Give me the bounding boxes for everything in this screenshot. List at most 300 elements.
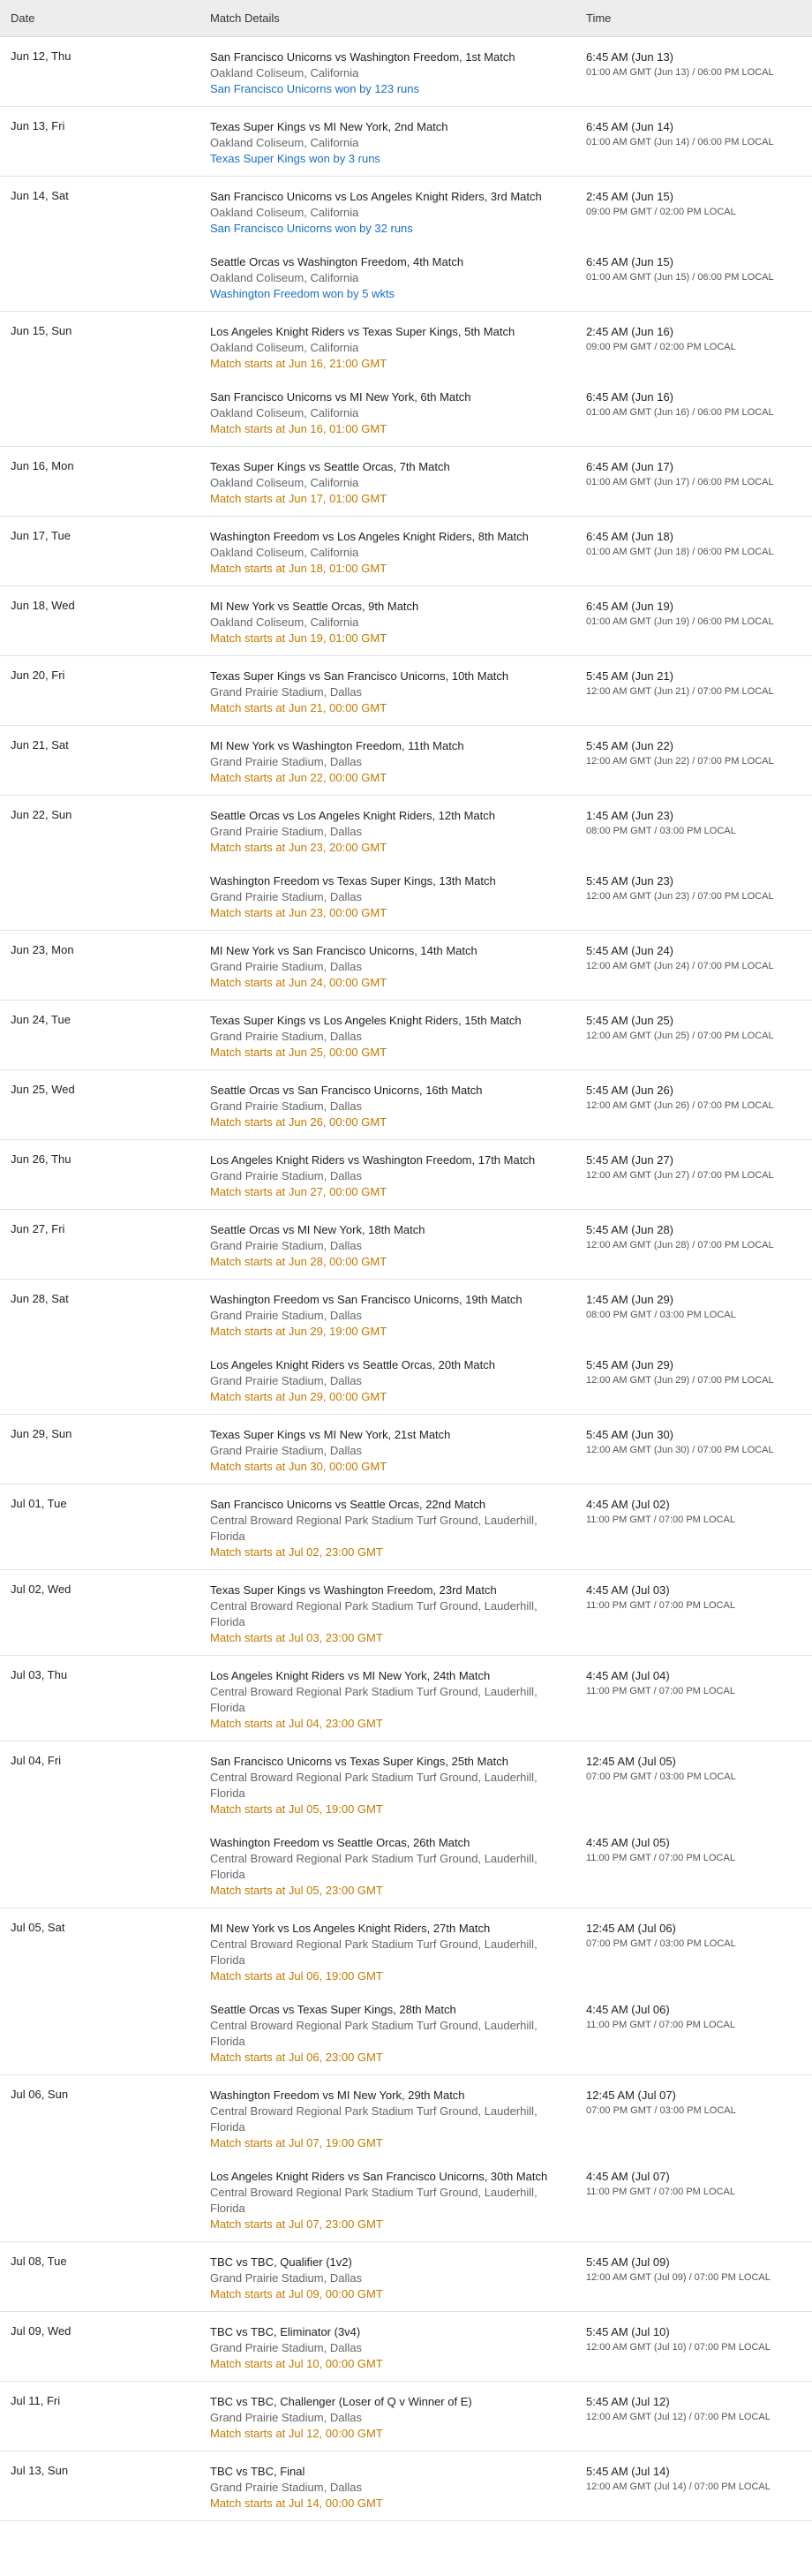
match-entry [199, 599, 812, 646]
match-time [576, 1083, 812, 1130]
match-date: Jul 08, Tue [11, 2255, 67, 2268]
match-time-main: 5:45 AM (Jul 09) [586, 2255, 670, 2269]
day-matches [199, 1152, 812, 1200]
match-details [199, 1292, 576, 1340]
match-entry [199, 2464, 812, 2512]
match-venue: Grand Prairie Stadium, Dallas [210, 890, 362, 903]
match-time [576, 1292, 812, 1340]
match-date: Jun 27, Fri [11, 1222, 65, 1235]
match-entry [199, 2002, 812, 2066]
match-details [199, 389, 576, 437]
match-title-link[interactable]: MI New York vs Washington Freedom, 11th Match [210, 739, 464, 752]
match-venue: Central Broward Regional Park Stadium Turf Ground, Lauderhill, Florida [210, 1514, 538, 1543]
match-venue: Oakland Coliseum, California [210, 406, 359, 419]
day-matches [199, 808, 812, 921]
match-details [199, 2088, 576, 2151]
match-start-status: Match starts at Jun 24, 00:00 GMT [210, 976, 387, 989]
match-time [576, 324, 812, 372]
match-time-gmt-local: 09:00 PM GMT / 02:00 PM LOCAL [586, 342, 736, 352]
match-title-link[interactable]: Washington Freedom vs MI New York, 29th Match [210, 2089, 465, 2102]
match-start-status: Match starts at Jul 06, 19:00 GMT [210, 1969, 383, 1983]
match-title-link[interactable]: Seattle Orcas vs San Francisco Unicorns, 16th Match [210, 1084, 483, 1097]
match-entry [199, 2088, 812, 2151]
match-start-status: Match starts at Jul 09, 00:00 GMT [210, 2287, 383, 2300]
match-time-gmt-local: 01:00 AM GMT (Jun 17) / 06:00 PM LOCAL [586, 477, 774, 487]
match-time-main: 6:45 AM (Jun 16) [586, 390, 673, 404]
match-entry [199, 119, 812, 167]
day-matches [199, 189, 812, 302]
table-row [0, 2242, 812, 2312]
table-header [0, 0, 812, 37]
match-title-link[interactable]: Los Angeles Knight Riders vs MI New York, 24th Match [210, 1669, 491, 1682]
match-time-main: 12:45 AM (Jul 06) [586, 1922, 676, 1935]
match-result-link[interactable]: Texas Super Kings won by 3 runs [210, 152, 380, 165]
match-time-gmt-local: 07:00 PM GMT / 03:00 PM LOCAL [586, 2105, 736, 2116]
match-time-main: 5:45 AM (Jun 22) [586, 739, 673, 752]
match-start-status: Match starts at Jun 23, 20:00 GMT [210, 841, 387, 854]
match-start-status: Match starts at Jul 05, 23:00 GMT [210, 1884, 383, 1897]
match-date: Jun 29, Sun [11, 1427, 72, 1440]
match-details [199, 459, 576, 507]
match-title-link[interactable]: Texas Super Kings vs Seattle Orcas, 7th Match [210, 460, 450, 473]
match-time-main: 6:45 AM (Jun 13) [586, 50, 673, 64]
match-time-gmt-local: 12:00 AM GMT (Jun 25) / 07:00 PM LOCAL [586, 1031, 774, 1041]
match-entry [199, 669, 812, 716]
day-matches [199, 599, 812, 646]
match-start-status: Match starts at Jul 07, 23:00 GMT [210, 2217, 383, 2231]
match-title-link[interactable]: Texas Super Kings vs San Francisco Unicorns, 10th Match [210, 669, 509, 683]
match-start-status: Match starts at Jun 26, 00:00 GMT [210, 1115, 387, 1129]
match-time [576, 1497, 812, 1560]
match-date: Jun 12, Thu [11, 49, 71, 63]
match-details [199, 2464, 576, 2512]
match-time-main: 6:45 AM (Jun 15) [586, 255, 673, 268]
match-time [576, 738, 812, 786]
day-matches [199, 49, 812, 97]
match-date: Jul 13, Sun [11, 2464, 69, 2477]
schedule-rows [0, 37, 812, 2521]
match-time-main: 5:45 AM (Jun 28) [586, 1223, 673, 1236]
match-venue: Grand Prairie Stadium, Dallas [210, 685, 362, 699]
day-matches [199, 1583, 812, 1646]
day-matches [199, 1083, 812, 1130]
match-time [576, 189, 812, 237]
table-row [0, 1415, 812, 1484]
table-row [0, 177, 812, 312]
match-details [199, 1668, 576, 1732]
match-venue: Grand Prairie Stadium, Dallas [210, 1374, 362, 1387]
match-time-gmt-local: 09:00 PM GMT / 02:00 PM LOCAL [586, 207, 736, 217]
match-title-link[interactable]: TBC vs TBC, Final [210, 2465, 305, 2478]
match-venue: Oakland Coliseum, California [210, 136, 359, 149]
header-date: Date [11, 11, 35, 25]
match-venue: Grand Prairie Stadium, Dallas [210, 2271, 362, 2285]
match-entry [199, 1222, 812, 1270]
match-time-gmt-local: 08:00 PM GMT / 03:00 PM LOCAL [586, 1310, 736, 1320]
match-details [199, 2394, 576, 2442]
table-row [0, 517, 812, 586]
match-details [199, 1921, 576, 1984]
match-entry [199, 1152, 812, 1200]
match-time [576, 943, 812, 991]
match-date: Jun 13, Fri [11, 119, 65, 132]
table-row [0, 312, 812, 447]
table-row [0, 656, 812, 726]
match-venue: Grand Prairie Stadium, Dallas [210, 1444, 362, 1457]
match-time [576, 2255, 812, 2302]
match-title-link[interactable]: Seattle Orcas vs Los Angeles Knight Riders, 12th Match [210, 809, 496, 822]
match-venue: Grand Prairie Stadium, Dallas [210, 2341, 362, 2354]
match-time-main: 5:45 AM (Jun 21) [586, 669, 673, 683]
day-matches [199, 738, 812, 786]
match-time-gmt-local: 01:00 AM GMT (Jun 16) / 06:00 PM LOCAL [586, 407, 774, 418]
day-matches [199, 1497, 812, 1560]
match-venue: Grand Prairie Stadium, Dallas [210, 960, 362, 973]
match-details [199, 2255, 576, 2302]
match-time-main: 4:45 AM (Jul 05) [586, 1836, 670, 1849]
day-matches [199, 1668, 812, 1732]
table-row [0, 1484, 812, 1570]
match-time-gmt-local: 07:00 PM GMT / 03:00 PM LOCAL [586, 1938, 736, 1949]
match-title-link[interactable]: San Francisco Unicorns vs Washington Freedom, 1st Match [210, 50, 515, 64]
match-venue: Grand Prairie Stadium, Dallas [210, 755, 362, 768]
match-entry [199, 389, 812, 437]
day-matches [199, 1921, 812, 2066]
table-row [0, 1741, 812, 1908]
match-title-link[interactable]: Texas Super Kings vs Washington Freedom, 23rd Match [210, 1583, 497, 1597]
match-start-status: Match starts at Jul 03, 23:00 GMT [210, 1631, 383, 1644]
match-entry [199, 459, 812, 507]
match-venue: Oakland Coliseum, California [210, 206, 359, 219]
match-venue: Central Broward Regional Park Stadium Turf Ground, Lauderhill, Florida [210, 1938, 538, 1967]
match-title-link[interactable]: Washington Freedom vs Texas Super Kings, 13th Match [210, 874, 496, 888]
match-date: Jun 23, Mon [11, 943, 74, 956]
match-title-link[interactable]: Texas Super Kings vs MI New York, 21st Match [210, 1428, 451, 1441]
match-time-gmt-local: 11:00 PM GMT / 07:00 PM LOCAL [586, 1600, 735, 1611]
match-time-gmt-local: 11:00 PM GMT / 07:00 PM LOCAL [586, 1853, 735, 1863]
match-entry [199, 1583, 812, 1646]
match-title-link[interactable]: Los Angeles Knight Riders vs Seattle Orcas, 20th Match [210, 1358, 496, 1371]
match-time-main: 12:45 AM (Jul 05) [586, 1755, 676, 1768]
match-time-main: 5:45 AM (Jun 30) [586, 1428, 673, 1441]
match-time-main: 1:45 AM (Jun 29) [586, 1293, 673, 1306]
table-row [0, 107, 812, 177]
match-entry [199, 1357, 812, 1405]
match-title-link[interactable]: Texas Super Kings vs Los Angeles Knight Riders, 15th Match [210, 1014, 522, 1027]
match-time-main: 6:45 AM (Jun 17) [586, 460, 673, 473]
match-details [199, 324, 576, 372]
match-details [199, 669, 576, 716]
match-time-main: 5:45 AM (Jun 27) [586, 1153, 673, 1167]
match-venue: Oakland Coliseum, California [210, 546, 359, 559]
match-time-gmt-local: 12:00 AM GMT (Jun 30) / 07:00 PM LOCAL [586, 1445, 774, 1455]
match-title-link[interactable]: San Francisco Unicorns vs Los Angeles Knight Riders, 3rd Match [210, 190, 542, 203]
match-time [576, 808, 812, 856]
match-date: Jun 17, Tue [11, 529, 71, 542]
match-details [199, 2324, 576, 2372]
match-date: Jun 16, Mon [11, 459, 74, 472]
match-time-gmt-local: 01:00 AM GMT (Jun 13) / 06:00 PM LOCAL [586, 67, 774, 78]
match-start-status: Match starts at Jun 19, 01:00 GMT [210, 631, 387, 645]
match-venue: Central Broward Regional Park Stadium Turf Ground, Lauderhill, Florida [210, 2019, 538, 2048]
match-start-status: Match starts at Jul 06, 23:00 GMT [210, 2051, 383, 2064]
match-time-gmt-local: 12:00 AM GMT (Jun 28) / 07:00 PM LOCAL [586, 1240, 774, 1250]
match-title-link[interactable]: Washington Freedom vs San Francisco Unicorns, 19th Match [210, 1293, 523, 1306]
match-date: Jul 05, Sat [11, 1921, 65, 1934]
match-entry [199, 808, 812, 856]
day-matches [199, 2088, 812, 2232]
table-row [0, 2382, 812, 2451]
match-title-link[interactable]: San Francisco Unicorns vs MI New York, 6th Match [210, 390, 471, 404]
match-time-main: 12:45 AM (Jul 07) [586, 2089, 676, 2102]
day-matches [199, 459, 812, 507]
match-time-gmt-local: 11:00 PM GMT / 07:00 PM LOCAL [586, 1515, 735, 1525]
match-entry [199, 943, 812, 991]
match-date: Jun 28, Sat [11, 1292, 69, 1305]
match-title-link[interactable]: MI New York vs San Francisco Unicorns, 14th Match [210, 944, 477, 957]
match-time [576, 1921, 812, 1984]
match-details [199, 189, 576, 237]
match-start-status: Match starts at Jul 02, 23:00 GMT [210, 1545, 383, 1559]
day-matches [199, 1013, 812, 1061]
match-title-link[interactable]: Washington Freedom vs Los Angeles Knight Riders, 8th Match [210, 530, 529, 543]
match-time [576, 2394, 812, 2442]
match-start-status: Match starts at Jun 28, 00:00 GMT [210, 1255, 387, 1268]
match-start-status: Match starts at Jul 07, 19:00 GMT [210, 2136, 383, 2149]
match-details [199, 1427, 576, 1475]
match-entry [199, 324, 812, 372]
match-time [576, 1222, 812, 1270]
match-start-status: Match starts at Jun 29, 19:00 GMT [210, 1325, 387, 1338]
match-start-status: Match starts at Jun 16, 21:00 GMT [210, 357, 387, 370]
match-time [576, 1013, 812, 1061]
match-venue: Central Broward Regional Park Stadium Turf Ground, Lauderhill, Florida [210, 1685, 538, 1714]
table-row [0, 447, 812, 517]
match-details [199, 254, 576, 302]
match-date: Jul 03, Thu [11, 1668, 68, 1681]
match-details [199, 599, 576, 646]
table-row [0, 1140, 812, 1210]
match-start-status: Match starts at Jul 14, 00:00 GMT [210, 2497, 383, 2510]
match-time-gmt-local: 12:00 AM GMT (Jul 10) / 07:00 PM LOCAL [586, 2342, 771, 2353]
match-start-status: Match starts at Jul 10, 00:00 GMT [210, 2357, 383, 2370]
match-time-main: 5:45 AM (Jul 14) [586, 2465, 670, 2478]
table-row [0, 1570, 812, 1656]
match-title-link[interactable]: Los Angeles Knight Riders vs Texas Super Kings, 5th Match [210, 325, 515, 338]
match-details [199, 49, 576, 97]
match-entry [199, 2255, 812, 2302]
match-venue: Grand Prairie Stadium, Dallas [210, 1099, 362, 1113]
match-time-main: 5:45 AM (Jun 24) [586, 944, 673, 957]
match-time-main: 5:45 AM (Jun 29) [586, 1358, 673, 1371]
match-entry [199, 2169, 812, 2232]
match-time [576, 254, 812, 302]
match-time [576, 1152, 812, 1200]
day-matches [199, 2324, 812, 2372]
match-time-main: 5:45 AM (Jul 10) [586, 2325, 670, 2338]
match-venue: Central Broward Regional Park Stadium Turf Ground, Lauderhill, Florida [210, 2104, 538, 2134]
match-details [199, 1152, 576, 1200]
match-time [576, 2002, 812, 2066]
match-time-main: 4:45 AM (Jul 06) [586, 2003, 670, 2016]
match-time-gmt-local: 01:00 AM GMT (Jun 14) / 06:00 PM LOCAL [586, 137, 774, 147]
match-date: Jun 20, Fri [11, 669, 65, 682]
table-row [0, 1908, 812, 2075]
match-title-link[interactable]: TBC vs TBC, Qualifier (1v2) [210, 2255, 352, 2269]
match-entry [199, 1292, 812, 1340]
header-time: Time [586, 11, 612, 25]
match-details [199, 873, 576, 921]
match-time-main: 6:45 AM (Jun 14) [586, 120, 673, 133]
match-title-link[interactable]: MI New York vs Seattle Orcas, 9th Match [210, 600, 419, 613]
match-date: Jun 21, Sat [11, 738, 69, 752]
match-time [576, 529, 812, 577]
day-matches [199, 2255, 812, 2302]
match-venue: Central Broward Regional Park Stadium Turf Ground, Lauderhill, Florida [210, 1771, 538, 1800]
match-date: Jun 26, Thu [11, 1152, 71, 1166]
match-details [199, 943, 576, 991]
match-details [199, 529, 576, 577]
match-time-main: 6:45 AM (Jun 18) [586, 530, 673, 543]
day-matches [199, 1222, 812, 1270]
match-time [576, 2464, 812, 2512]
match-title-link[interactable]: MI New York vs Los Angeles Knight Riders, 27th Match [210, 1922, 491, 1935]
match-start-status: Match starts at Jun 17, 01:00 GMT [210, 492, 387, 505]
match-title-link[interactable]: San Francisco Unicorns vs Texas Super Kings, 25th Match [210, 1755, 508, 1768]
match-entry [199, 873, 812, 921]
match-details [199, 1083, 576, 1130]
match-time-main: 1:45 AM (Jun 23) [586, 809, 673, 822]
match-time-main: 5:45 AM (Jun 23) [586, 874, 673, 888]
table-row [0, 1001, 812, 1070]
table-row [0, 586, 812, 656]
match-date: Jun 25, Wed [11, 1083, 75, 1096]
match-date: Jul 01, Tue [11, 1497, 67, 1510]
match-time-gmt-local: 08:00 PM GMT / 03:00 PM LOCAL [586, 826, 736, 836]
match-entry [199, 1921, 812, 1984]
match-venue: Oakland Coliseum, California [210, 271, 359, 284]
table-row [0, 931, 812, 1001]
match-title-link[interactable]: San Francisco Unicorns vs Seattle Orcas, 22nd Match [210, 1498, 486, 1511]
match-time-gmt-local: 12:00 AM GMT (Jun 29) / 07:00 PM LOCAL [586, 1375, 774, 1386]
table-row [0, 1070, 812, 1140]
table-row [0, 726, 812, 796]
match-time-gmt-local: 12:00 AM GMT (Jun 23) / 07:00 PM LOCAL [586, 891, 774, 902]
table-row [0, 2312, 812, 2382]
match-time-gmt-local: 01:00 AM GMT (Jun 19) / 06:00 PM LOCAL [586, 616, 774, 627]
match-start-status: Match starts at Jul 04, 23:00 GMT [210, 1717, 383, 1730]
match-entry [199, 1013, 812, 1061]
match-time [576, 1835, 812, 1899]
table-row [0, 2451, 812, 2521]
match-start-status: Match starts at Jun 16, 01:00 GMT [210, 422, 387, 435]
match-venue: Grand Prairie Stadium, Dallas [210, 1030, 362, 1043]
match-time-gmt-local: 01:00 AM GMT (Jun 15) / 06:00 PM LOCAL [586, 272, 774, 283]
match-date: Jun 14, Sat [11, 189, 69, 202]
match-details [199, 2169, 576, 2232]
match-result-link[interactable]: Washington Freedom won by 5 wkts [210, 287, 395, 300]
match-time-gmt-local: 11:00 PM GMT / 07:00 PM LOCAL [586, 2020, 735, 2030]
table-row [0, 1656, 812, 1741]
match-time-gmt-local: 12:00 AM GMT (Jul 12) / 07:00 PM LOCAL [586, 2412, 771, 2422]
match-entry [199, 738, 812, 786]
match-entry [199, 2394, 812, 2442]
match-title-link[interactable]: Los Angeles Knight Riders vs San Francisco Unicorns, 30th Match [210, 2170, 548, 2183]
match-start-status: Match starts at Jun 22, 00:00 GMT [210, 771, 387, 784]
match-date: Jun 18, Wed [11, 599, 75, 612]
table-row [0, 796, 812, 931]
match-time-gmt-local: 11:00 PM GMT / 07:00 PM LOCAL [586, 1686, 735, 1696]
match-venue: Grand Prairie Stadium, Dallas [210, 1169, 362, 1182]
match-venue: Grand Prairie Stadium, Dallas [210, 1309, 362, 1322]
match-title-link[interactable]: Texas Super Kings vs MI New York, 2nd Match [210, 120, 448, 133]
match-title-link[interactable]: Seattle Orcas vs Texas Super Kings, 28th Match [210, 2003, 456, 2016]
match-entry [199, 529, 812, 577]
match-venue: Grand Prairie Stadium, Dallas [210, 1239, 362, 1252]
day-matches [199, 119, 812, 167]
match-time-main: 4:45 AM (Jul 03) [586, 1583, 670, 1597]
day-matches [199, 943, 812, 991]
match-time [576, 1583, 812, 1646]
day-matches [199, 2394, 812, 2442]
match-entry [199, 1835, 812, 1899]
match-time-main: 6:45 AM (Jun 19) [586, 600, 673, 613]
match-start-status: Match starts at Jun 18, 01:00 GMT [210, 562, 387, 575]
day-matches [199, 2464, 812, 2512]
match-title-link[interactable]: TBC vs TBC, Eliminator (3v4) [210, 2325, 361, 2338]
match-entry [199, 1497, 812, 1560]
match-time [576, 1754, 812, 1817]
match-details [199, 1013, 576, 1061]
day-matches [199, 669, 812, 716]
match-details [199, 1754, 576, 1817]
match-time [576, 599, 812, 646]
match-time-gmt-local: 12:00 AM GMT (Jun 22) / 07:00 PM LOCAL [586, 756, 774, 767]
match-title-link[interactable]: TBC vs TBC, Challenger (Loser of Q v Winner of E) [210, 2395, 472, 2408]
table-row [0, 2075, 812, 2242]
match-result-link[interactable]: San Francisco Unicorns won by 123 runs [210, 82, 420, 95]
match-title-link[interactable]: Seattle Orcas vs MI New York, 18th Match [210, 1223, 425, 1236]
match-time-main: 5:45 AM (Jul 12) [586, 2395, 670, 2408]
match-date: Jun 24, Tue [11, 1013, 71, 1026]
match-venue: Oakland Coliseum, California [210, 341, 359, 354]
match-title-link[interactable]: Seattle Orcas vs Washington Freedom, 4th Match [210, 255, 464, 268]
match-result-link[interactable]: San Francisco Unicorns won by 32 runs [210, 222, 413, 235]
match-venue: Grand Prairie Stadium, Dallas [210, 2481, 362, 2494]
match-date: Jun 15, Sun [11, 324, 72, 337]
match-date: Jul 11, Fri [11, 2394, 61, 2407]
match-time-gmt-local: 12:00 AM GMT (Jul 14) / 07:00 PM LOCAL [586, 2482, 771, 2492]
match-details [199, 1835, 576, 1899]
day-matches [199, 1754, 812, 1899]
match-time-main: 5:45 AM (Jun 26) [586, 1084, 673, 1097]
table-row [0, 1210, 812, 1280]
day-matches [199, 1427, 812, 1475]
match-title-link[interactable]: Los Angeles Knight Riders vs Washington Freedom, 17th Match [210, 1153, 536, 1167]
match-date: Jun 22, Sun [11, 808, 72, 821]
match-venue: Grand Prairie Stadium, Dallas [210, 825, 362, 838]
match-start-status: Match starts at Jun 21, 00:00 GMT [210, 701, 387, 714]
match-date: Jul 06, Sun [11, 2088, 69, 2101]
match-start-status: Match starts at Jun 27, 00:00 GMT [210, 1185, 387, 1198]
match-venue: Central Broward Regional Park Stadium Turf Ground, Lauderhill, Florida [210, 2186, 538, 2215]
match-entry [199, 49, 812, 97]
match-details [199, 1357, 576, 1405]
match-time-gmt-local: 11:00 PM GMT / 07:00 PM LOCAL [586, 2187, 735, 2197]
match-start-status: Match starts at Jun 23, 00:00 GMT [210, 906, 387, 919]
match-venue: Oakland Coliseum, California [210, 616, 359, 629]
match-title-link[interactable]: Washington Freedom vs Seattle Orcas, 26th Match [210, 1836, 470, 1849]
